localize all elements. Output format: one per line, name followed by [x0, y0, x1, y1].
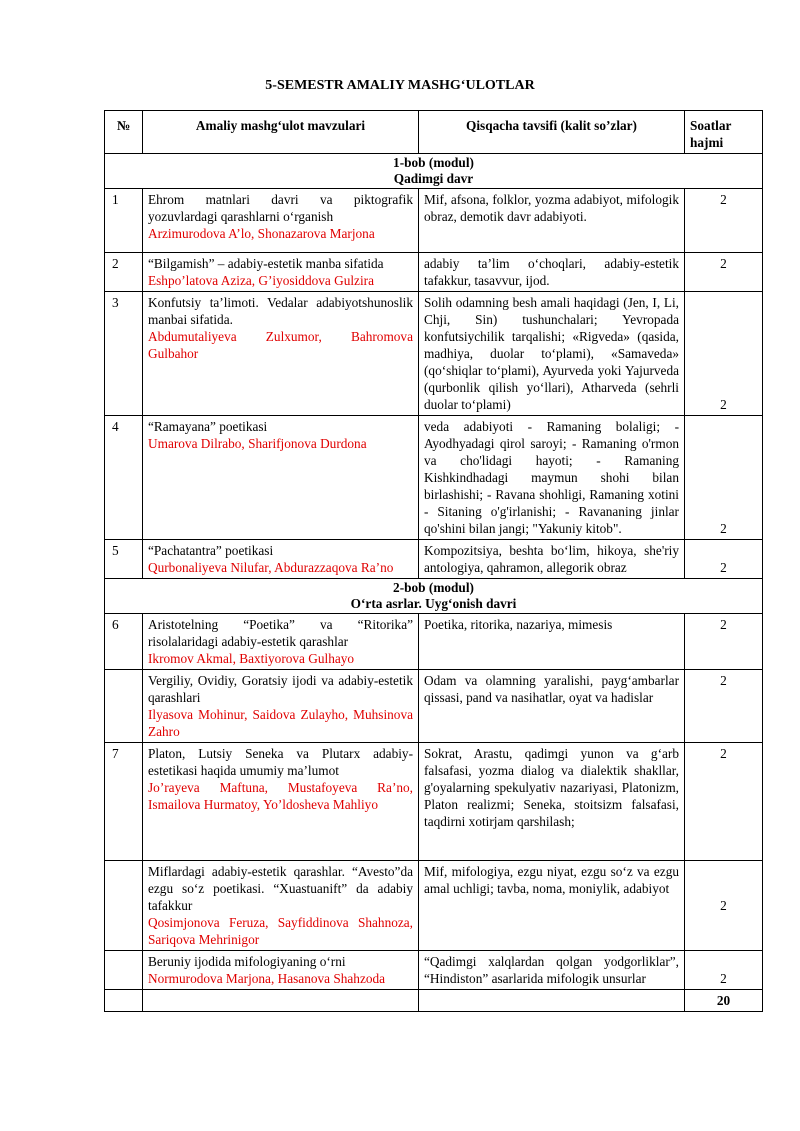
- row-desc: Mif, mifologiya, ezgu niyat, ezgu so‘z va ezgu amal uchligi; tavba, noma, moniylik, adabiyot: [419, 861, 685, 951]
- row-topic: “Ramayana” poetikasi Umarova Dilrabo, Sharifjonova Durdona: [143, 416, 419, 540]
- total-empty-2: [143, 990, 419, 1012]
- row-hours: 2: [685, 951, 763, 990]
- student-names: Abdumutaliyeva Zulxumor, Bahromova Gulbahor: [148, 329, 413, 361]
- header-num: №: [105, 111, 143, 154]
- student-names: Ilyasova Mohinur, Saidova Zulayho, Muhsinova Zahro: [148, 707, 413, 739]
- table-row: [105, 292, 763, 416]
- section-1: 1-bob (modul) Qadimgi davr: [105, 154, 763, 189]
- row-topic: Miflardagi adabiy-estetik qarashlar. “Avesto”da ezgu so‘z poetikasi. “Xuastuanift” da adabiy tafakkur Qosimjonova Feruza, Sayfiddinova Shahnoza, Sariqova Mehrinigor: [143, 861, 419, 951]
- total-empty-1: [105, 990, 143, 1012]
- row-desc: Kompozitsiya, beshta bo‘lim, hikoya, she'riy antologiya, qahramon, allegorik obraz: [419, 540, 685, 579]
- header-desc: Qisqacha tavsifi (kalit so’zlar): [419, 111, 685, 154]
- table-row: [105, 416, 763, 540]
- table-row: [105, 189, 763, 253]
- row-topic: Platon, Lutsiy Seneka va Plutarx adabiy-estetikasi haqida umumiy ma’lumot Jo’rayeva Maftuna, Mustafoyeva Ra’no, Ismailova Hurmatoy, Yo’ldosheva Mahliyo: [143, 743, 419, 861]
- row-num: 1: [105, 189, 143, 253]
- row-num: 2: [105, 253, 143, 292]
- row-hours: 2: [685, 670, 763, 743]
- row-topic: Ehrom matnlari davri va piktografik yozuvlardagi qarashlarni o‘rganish Arzimurodova A’lo, Shonazarova Marjona: [143, 189, 419, 253]
- row-desc: “Qadimgi xalqlardan qolgan yodgorliklar”, “Hindiston” asarlarida mifologik unsurlar: [419, 951, 685, 990]
- row-desc: Solih odamning besh amali haqidagi (Jen, I, Li, Chji, Sin) tushunchalari; Yevropada konfutsiychilik tarqalishi; «Rigveda» (qasida, madhiya, duolar to‘plami), «Samaveda» (qo‘shiqlar to‘plami), Ayurveda yoki Yajurveda (qurbonlik qilish yo‘llari), Atharveda (sehrli duolar to‘plami): [419, 292, 685, 416]
- student-names: Qosimjonova Feruza, Sayfiddinova Shahnoza, Sariqova Mehrinigor: [148, 915, 413, 947]
- row-hours: 2: [685, 253, 763, 292]
- section-row: [105, 579, 763, 614]
- row-topic: “Bilgamish” – adabiy-estetik manba sifatida Eshpo’latova Aziza, G’iyosiddova Gulzira: [143, 253, 419, 292]
- row-hours: 2: [685, 416, 763, 540]
- table-row: [105, 951, 763, 990]
- row-hours: 2: [685, 861, 763, 951]
- page-title: 5-SEMESTR AMALIY MASHG‘ULOTLAR: [265, 78, 535, 93]
- row-num: 7: [105, 743, 143, 861]
- row-desc: Odam va olamning yaralishi, payg‘ambarlar qissasi, pand va nasihatlar, oyat va hadislar: [419, 670, 685, 743]
- row-desc: veda adabiyoti - Ramaning bolaligi; - Ayodhyadagi qirol saroyi; - Ramaning o'rmon va cho'lidagi hayoti; - Ramaning Kishkindhadagi maymun shohi bilan birlashishi; - Ravana shohligi, Ramaning xotini - Sitaning o'g'irlanishi; - Ravananing jinlar qo'shini bilan jangi; "Yakuniy kitob".: [419, 416, 685, 540]
- row-num: 4: [105, 416, 143, 540]
- row-num: 6: [105, 614, 143, 670]
- student-names: Eshpo’latova Aziza, G’iyosiddova Gulzira: [148, 273, 374, 288]
- row-num: [105, 670, 143, 743]
- table-row: [105, 253, 763, 292]
- header-hours: Soatlar hajmi: [685, 111, 763, 154]
- table-header-row: [105, 111, 763, 154]
- row-num: [105, 861, 143, 951]
- row-topic: Beruniy ijodida mifologiyaning o‘rni Normurodova Marjona, Hasanova Shahzoda: [143, 951, 419, 990]
- student-names: Umarova Dilrabo, Sharifjonova Durdona: [148, 436, 367, 451]
- table-row: [105, 743, 763, 861]
- table-row: [105, 861, 763, 951]
- row-num: 5: [105, 540, 143, 579]
- row-topic: Aristotelning “Poetika” va “Ritorika” risolalaridagi adabiy-estetik qarashlar Ikromov Akmal, Baxtiyorova Gulhayo: [143, 614, 419, 670]
- row-topic: “Pachatantra” poetikasi Qurbonaliyeva Nilufar, Abdurazzaqova Ra’no: [143, 540, 419, 579]
- row-num: [105, 951, 143, 990]
- table-row: [105, 540, 763, 579]
- section-2: 2-bob (modul) O‘rta asrlar. Uyg‘onish davri: [105, 579, 763, 614]
- row-hours: 2: [685, 540, 763, 579]
- row-desc: Poetika, ritorika, nazariya, mimesis: [419, 614, 685, 670]
- row-topic: Vergiliy, Ovidiy, Goratsiy ijodi va adabiy-estetik qarashlari Ilyasova Mohinur, Saidova Zulayho, Muhsinova Zahro: [143, 670, 419, 743]
- student-names: Qurbonaliyeva Nilufar, Abdurazzaqova Ra’no: [148, 560, 394, 575]
- total-row: [105, 990, 763, 1012]
- row-hours: 2: [685, 189, 763, 253]
- row-num: 3: [105, 292, 143, 416]
- lessons-table: [104, 110, 763, 1012]
- total-hours: 20: [685, 990, 763, 1012]
- student-names: Jo’rayeva Maftuna, Mustafoyeva Ra’no, Ismailova Hurmatoy, Yo’ldosheva Mahliyo: [148, 780, 413, 812]
- student-names: Arzimurodova A’lo, Shonazarova Marjona: [148, 226, 375, 241]
- row-hours: 2: [685, 614, 763, 670]
- row-hours: 2: [685, 743, 763, 861]
- section-row: [105, 154, 763, 189]
- row-desc: adabiy ta’lim o‘choqlari, adabiy-estetik tafakkur, tasavvur, ijod.: [419, 253, 685, 292]
- total-empty-3: [419, 990, 685, 1012]
- student-names: Normurodova Marjona, Hasanova Shahzoda: [148, 971, 386, 986]
- row-desc: Sokrat, Arastu, qadimgi yunon va g‘arb falsafasi, yozma dialog va dialektik shakllar, g'oyalarning spekulyativ nazariyasi, Platonizm, Platon realizmi; Seneka, stoitsizm falsafasi, taqdirni xotirjam qarshilash;: [419, 743, 685, 861]
- table-row: [105, 670, 763, 743]
- student-names: Ikromov Akmal, Baxtiyorova Gulhayo: [148, 651, 355, 666]
- row-topic: Konfutsiy ta’limoti. Vedalar adabiyotshunoslik manbai sifatida. Abdumutaliyeva Zulxumor, Bahromova Gulbahor: [143, 292, 419, 416]
- header-topic: Amaliy mashg‘ulot mavzulari: [143, 111, 419, 154]
- table-row: [105, 614, 763, 670]
- row-desc: Mif, afsona, folklor, yozma adabiyot, mifologik obraz, demotik davr adabiyoti.: [419, 189, 685, 253]
- row-hours: 2: [685, 292, 763, 416]
